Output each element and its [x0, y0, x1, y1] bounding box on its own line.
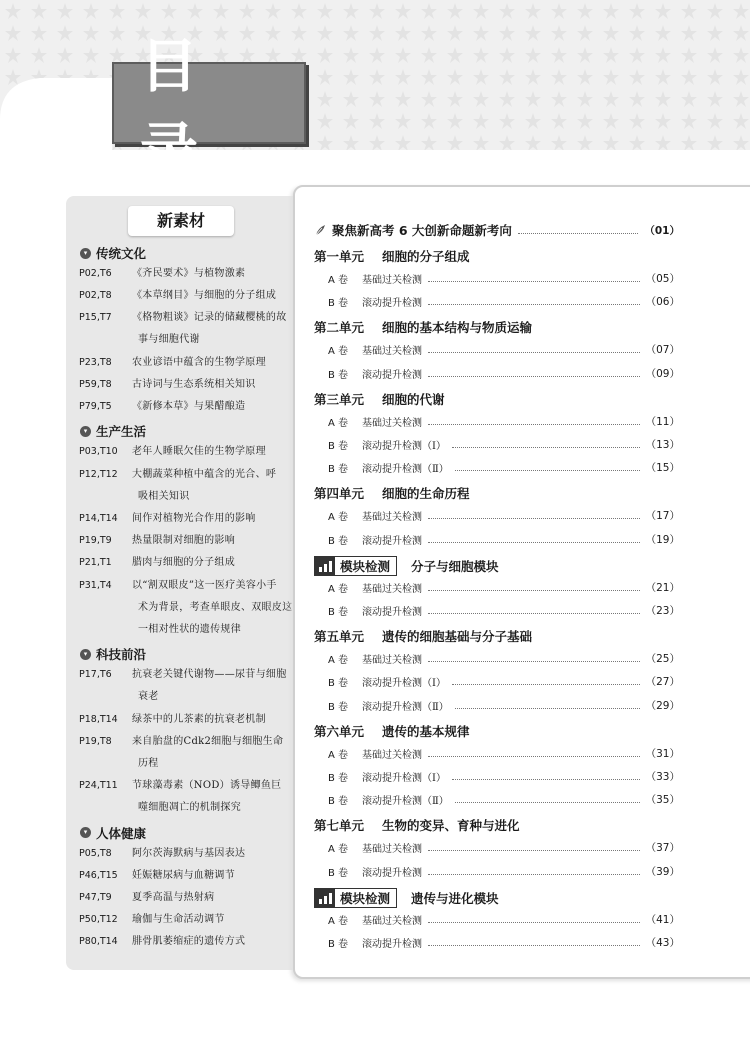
- page-number: （41）: [645, 913, 680, 926]
- item-code: P15,T7: [79, 312, 112, 324]
- item-text-line1: 《本草纲目》与细胞的分子组成: [132, 290, 277, 302]
- dot-leader: [428, 590, 640, 591]
- dot-leader: [428, 542, 640, 543]
- volume-label: B 卷: [328, 939, 349, 950]
- unit-heading[interactable]: [314, 247, 680, 265]
- toc-entry[interactable]: [328, 437, 680, 452]
- item-text: [132, 709, 293, 731]
- material-item: [79, 775, 293, 819]
- item-text-line1: 妊娠糖尿病与血糖调节: [132, 869, 235, 881]
- item-text-line2: 噬细胞凋亡的机制探究: [138, 802, 241, 814]
- entry-name: 滚动提升检测（Ⅱ）: [362, 796, 449, 808]
- toc-entry[interactable]: [328, 460, 680, 475]
- item-code: P59,T8: [79, 379, 112, 390]
- material-item: [79, 441, 293, 463]
- material-item: [79, 285, 293, 307]
- material-item: [79, 530, 293, 552]
- toc-entry[interactable]: [328, 414, 680, 429]
- material-item: [79, 552, 293, 574]
- toc-featured-row[interactable]: [314, 221, 680, 239]
- page-number: （43）: [645, 937, 680, 949]
- chevron-down-icon: ▾: [80, 248, 91, 259]
- entry-name: 滚动提升检测: [362, 298, 422, 310]
- volume-label: B 卷: [328, 701, 349, 713]
- item-text-line3: 一相对性状的遗传规律: [138, 623, 241, 635]
- material-item: [79, 664, 293, 708]
- category-name: 人体健康: [96, 825, 147, 841]
- unit-label: 第七单元: [314, 818, 365, 834]
- item-text: [132, 374, 293, 396]
- material-item: [79, 931, 293, 953]
- item-text: [132, 865, 293, 887]
- dot-leader: [428, 376, 640, 377]
- volume-label: A 卷: [328, 655, 349, 667]
- material-item: [79, 352, 293, 374]
- item-text-line1: 《齐民要术》与植物激素: [132, 268, 246, 279]
- page-number: （07）: [645, 344, 680, 357]
- page-title-box: [112, 32, 306, 184]
- item-text-line2: 历程: [138, 757, 159, 769]
- entry-name: 基础过关检测: [362, 844, 422, 856]
- item-text: [132, 931, 293, 953]
- item-text-line1: 农业谚语中蕴含的生物学原理: [132, 356, 266, 368]
- category-heading: [80, 244, 146, 262]
- unit-title: 细胞的生命历程: [382, 486, 470, 502]
- dot-leader: [428, 661, 640, 662]
- dot-leader: [428, 424, 640, 425]
- material-item: [79, 374, 293, 396]
- category-heading: [80, 422, 146, 440]
- unit-heading[interactable]: [314, 627, 680, 645]
- item-text-line1: 间作对植物光合作用的影响: [132, 513, 256, 524]
- module-title: 遗传与进化模块: [411, 890, 499, 906]
- entry-name: 基础过关检测: [362, 275, 422, 286]
- item-code: P47,T9: [79, 892, 112, 903]
- dot-leader: [455, 802, 640, 803]
- dot-leader: [428, 874, 640, 875]
- unit-heading[interactable]: [314, 816, 680, 834]
- page-number: （11）: [645, 415, 680, 428]
- toc-entry[interactable]: [328, 769, 680, 784]
- item-text: [132, 731, 293, 775]
- toc-entry[interactable]: [328, 366, 680, 381]
- entry-name: 基础过关检测: [362, 655, 422, 667]
- unit-label: 第一单元: [314, 249, 365, 264]
- dot-leader: [455, 470, 640, 471]
- volume-label: B 卷: [328, 867, 349, 879]
- feather-icon: [314, 224, 326, 236]
- material-item: [79, 396, 293, 418]
- item-text-line1: 《新修本草》与果醋酿造: [132, 401, 246, 413]
- item-code: P03,T10: [79, 446, 118, 458]
- item-code: P19,T8: [79, 735, 112, 747]
- new-material-heading: 新素材: [128, 206, 234, 236]
- bar-chart-icon: [315, 557, 335, 575]
- item-text-line1: 《格物粗谈》记录的储藏樱桃的故: [132, 312, 287, 324]
- entry-name: 滚动提升检测（Ⅰ）: [362, 678, 446, 690]
- dot-leader: [428, 850, 640, 851]
- module-tag: [314, 556, 397, 576]
- page-number: （39）: [645, 865, 680, 878]
- module-label: 模块检测: [340, 890, 391, 906]
- item-text-line2: 事与细胞代谢: [138, 334, 200, 346]
- item-code: P02,T6: [79, 268, 112, 279]
- item-code: P19,T9: [79, 535, 112, 547]
- module-label: 模块检测: [340, 558, 391, 574]
- item-text-line1: 来自胎盘的Cdk2细胞与细胞生命: [132, 735, 284, 747]
- entry-name: 基础过关检测: [362, 417, 422, 429]
- entry-name: 滚动提升检测: [362, 867, 422, 879]
- item-code: P80,T14: [79, 936, 118, 948]
- category-heading: [80, 824, 146, 842]
- item-code: P14,T14: [79, 513, 118, 524]
- entry-name: 基础过关检测: [362, 346, 422, 358]
- material-item: [79, 307, 293, 351]
- toc-entry[interactable]: [328, 864, 680, 879]
- toc-entry[interactable]: [328, 342, 680, 357]
- item-text-line2: 术为背景，考查单眼皮、双眼皮这: [138, 601, 293, 613]
- item-text-line1: 大棚蔬菜种植中蕴含的光合、呼: [132, 468, 277, 480]
- entry-name: 滚动提升检测（Ⅱ）: [362, 464, 449, 476]
- entry-name: 滚动提升检测（Ⅰ）: [362, 773, 446, 784]
- chevron-down-icon: ▾: [80, 649, 91, 660]
- item-code: P12,T12: [79, 468, 118, 480]
- toc-entry[interactable]: [328, 532, 680, 547]
- item-text: [132, 508, 293, 530]
- page-number: （19）: [645, 533, 680, 546]
- item-text-line1: 夏季高温与热射病: [132, 892, 215, 903]
- toc-entry[interactable]: [328, 840, 680, 855]
- page-number: （06）: [645, 296, 680, 309]
- item-text: [132, 307, 293, 351]
- dot-leader: [455, 708, 640, 709]
- unit-heading[interactable]: [314, 318, 680, 336]
- page-number: （29）: [645, 699, 680, 712]
- item-text-line1: 瑜伽与生命活动调节: [132, 914, 225, 926]
- entry-name: 滚动提升检测: [362, 535, 422, 547]
- page-number: （13）: [645, 439, 680, 451]
- unit-label: 第三单元: [314, 391, 365, 407]
- entry-name: 滚动提升检测: [362, 939, 422, 950]
- toc-entry[interactable]: [328, 651, 680, 666]
- unit-title: 遗传的基本规律: [382, 723, 470, 739]
- unit-label: 第四单元: [314, 486, 365, 502]
- item-text: [132, 575, 293, 641]
- item-code: P79,T5: [79, 401, 112, 413]
- dot-leader: [428, 756, 640, 757]
- volume-label: A 卷: [328, 583, 349, 595]
- item-code: P31,T4: [79, 579, 112, 591]
- volume-label: B 卷: [328, 441, 349, 452]
- item-text: [132, 775, 293, 819]
- page-number: （27）: [645, 676, 680, 689]
- toc-entry[interactable]: [328, 294, 680, 309]
- module-heading[interactable]: [314, 888, 680, 908]
- volume-label: B 卷: [328, 464, 349, 476]
- entry-name: 滚动提升检测: [362, 369, 422, 381]
- item-code: P50,T12: [79, 914, 118, 926]
- toc-entry[interactable]: [328, 935, 680, 950]
- entry-name: 基础过关检测: [362, 512, 422, 524]
- volume-label: B 卷: [328, 369, 349, 381]
- page-number: （15）: [645, 462, 680, 475]
- item-text-line1: 老年人睡眠欠佳的生物学原理: [132, 446, 266, 458]
- dot-leader: [428, 352, 640, 353]
- volume-label: A 卷: [328, 346, 349, 358]
- dot-leader: [518, 233, 638, 234]
- page-number: （23）: [645, 605, 680, 617]
- page-number: （31）: [645, 747, 680, 760]
- item-code: P05,T8: [79, 847, 112, 859]
- item-text: [132, 909, 293, 931]
- toc-entry[interactable]: [328, 674, 680, 689]
- unit-label: 第五单元: [314, 629, 365, 645]
- material-item: [79, 865, 293, 887]
- item-code: P46,T15: [79, 869, 118, 881]
- volume-label: B 卷: [328, 678, 349, 690]
- item-text: [132, 263, 293, 285]
- toc-entry[interactable]: [328, 912, 680, 927]
- unit-title: 遗传的细胞基础与分子基础: [382, 629, 533, 645]
- toc-entry[interactable]: [328, 508, 680, 523]
- material-item: [79, 887, 293, 909]
- toc-entry[interactable]: [328, 698, 680, 713]
- unit-label: 第六单元: [314, 723, 365, 739]
- item-text-line1: 绿茶中的儿茶素的抗衰老机制: [132, 713, 266, 725]
- page-number: （33）: [645, 771, 680, 783]
- category-name: 传统文化: [96, 246, 147, 261]
- category-heading: [80, 645, 146, 663]
- page-title: 目录: [140, 32, 225, 184]
- page-number: （05）: [645, 273, 680, 285]
- dot-leader: [428, 304, 640, 305]
- volume-label: A 卷: [328, 512, 349, 524]
- unit-heading[interactable]: [314, 390, 680, 408]
- dot-leader: [452, 447, 640, 448]
- volume-label: B 卷: [328, 535, 349, 547]
- dot-leader: [428, 922, 640, 923]
- toc-entry[interactable]: [328, 271, 680, 286]
- material-item: [79, 575, 293, 641]
- volume-label: B 卷: [328, 298, 349, 310]
- entry-name: 基础过关检测: [362, 583, 422, 595]
- unit-title: 细胞的代谢: [382, 391, 445, 407]
- volume-label: A 卷: [328, 749, 349, 761]
- item-code: P23,T8: [79, 356, 112, 368]
- item-text: [132, 530, 293, 552]
- page-number: （35）: [645, 794, 680, 807]
- volume-label: A 卷: [328, 275, 349, 286]
- module-tag: [314, 888, 397, 908]
- entry-name: 滚动提升检测（Ⅰ）: [362, 441, 446, 452]
- item-text: [132, 887, 293, 909]
- item-text-line1: 古诗词与生态系统相关知识: [132, 379, 256, 390]
- page-number: （21）: [645, 581, 680, 594]
- featured-title: 聚焦新高考 6 大创新命题新考向: [332, 223, 512, 238]
- volume-label: B 卷: [328, 607, 349, 618]
- entry-name: 基础过关检测: [362, 915, 422, 927]
- entry-name: 滚动提升检测: [362, 607, 422, 618]
- dot-leader: [452, 684, 640, 685]
- dot-leader: [428, 945, 640, 946]
- unit-heading[interactable]: [314, 722, 680, 740]
- unit-title: 生物的变异、育种与进化: [382, 818, 520, 834]
- chevron-down-icon: ▾: [80, 827, 91, 838]
- page-number: （25）: [645, 653, 680, 666]
- item-text: [132, 664, 293, 708]
- unit-title: 细胞的基本结构与物质运输: [382, 320, 533, 336]
- unit-heading[interactable]: [314, 484, 680, 502]
- item-text: [132, 843, 293, 865]
- item-text-line1: 抗衰老关键代谢物——尿苷与细胞: [132, 669, 287, 681]
- volume-label: A 卷: [328, 844, 349, 856]
- entry-name: 基础过关检测: [362, 749, 422, 761]
- material-item: [79, 731, 293, 775]
- volume-label: B 卷: [328, 796, 349, 808]
- dot-leader: [428, 613, 640, 614]
- page-number: （37）: [645, 842, 680, 855]
- volume-label: A 卷: [328, 915, 349, 927]
- item-text-line1: 腓骨肌萎缩症的遗传方式: [132, 936, 246, 948]
- toc-entry[interactable]: [328, 603, 680, 618]
- category-name: 生产生活: [96, 424, 147, 440]
- item-text: [132, 552, 293, 574]
- dot-leader: [428, 281, 640, 282]
- dot-leader: [428, 518, 640, 519]
- item-text-line1: 阿尔茨海默病与基因表达: [132, 847, 246, 859]
- item-text: [132, 441, 293, 463]
- volume-label: B 卷: [328, 773, 349, 784]
- material-item: [79, 909, 293, 931]
- item-text-line1: 节球藻毒素（NOD）诱导鲫鱼巨: [132, 780, 282, 792]
- material-item: [79, 709, 293, 731]
- material-item: [79, 464, 293, 508]
- item-text: [132, 352, 293, 374]
- category-name: 科技前沿: [96, 647, 147, 663]
- item-text-line1: 以“割双眼皮”这一医疗美容小手: [132, 579, 277, 591]
- unit-label: 第二单元: [314, 320, 365, 336]
- entry-name: 滚动提升检测（Ⅱ）: [362, 701, 449, 713]
- page-number: （09）: [645, 367, 680, 380]
- bar-chart-icon: [315, 889, 335, 907]
- module-title: 分子与细胞模块: [411, 558, 499, 574]
- material-item: [79, 843, 293, 865]
- toc-entry[interactable]: [328, 746, 680, 761]
- item-text-line1: 热量限制对细胞的影响: [132, 535, 235, 547]
- item-code: P18,T14: [79, 713, 118, 725]
- chevron-down-icon: ▾: [80, 426, 91, 437]
- page-number: （17）: [645, 510, 680, 523]
- item-text-line2: 衰老: [138, 691, 159, 703]
- item-text-line1: 腊肉与细胞的分子组成: [132, 557, 235, 569]
- item-text: [132, 396, 293, 418]
- material-item: [79, 263, 293, 285]
- toc-entry[interactable]: [328, 580, 680, 595]
- item-text: [132, 464, 293, 508]
- item-code: P24,T11: [79, 780, 118, 792]
- item-text-line2: 吸相关知识: [138, 490, 190, 502]
- item-code: P21,T1: [79, 557, 112, 569]
- dot-leader: [452, 779, 640, 780]
- unit-title: 细胞的分子组成: [382, 249, 470, 264]
- volume-label: A 卷: [328, 417, 349, 429]
- item-code: P02,T8: [79, 290, 112, 302]
- material-item: [79, 508, 293, 530]
- page-number: （01）: [644, 224, 680, 237]
- item-code: P17,T6: [79, 669, 112, 681]
- item-text: [132, 285, 293, 307]
- toc-entry[interactable]: [328, 792, 680, 807]
- module-heading[interactable]: [314, 556, 680, 576]
